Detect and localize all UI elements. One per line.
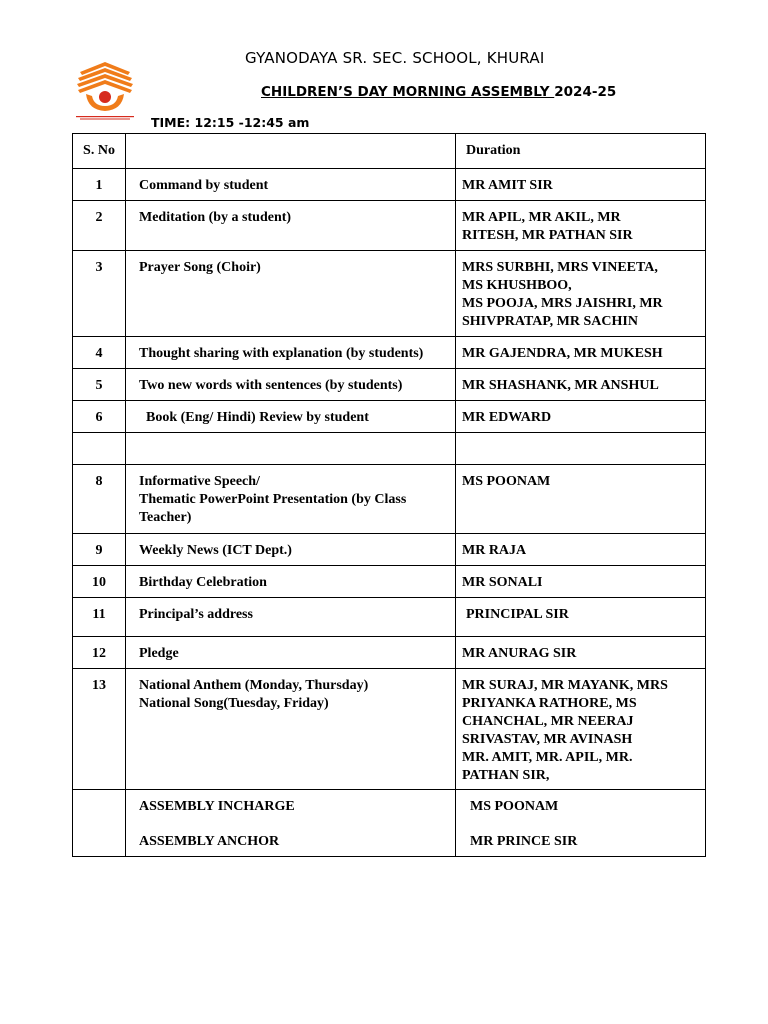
row-teachers: [456, 534, 706, 566]
row-teachers: [456, 401, 706, 433]
row-teachers: [456, 433, 706, 465]
row-activity: [126, 669, 456, 790]
table-row: [73, 251, 706, 337]
teacher-line: SHIVPRATAP, MR SACHIN: [462, 314, 638, 329]
table-row: [73, 534, 706, 566]
row-activity: [126, 369, 456, 401]
table-row: [73, 201, 706, 251]
row-teachers: [456, 637, 706, 669]
row-activity: [126, 201, 456, 251]
table-row: [73, 598, 706, 637]
table-row: [73, 337, 706, 369]
teacher-line: SRIVASTAV, MR AVINASH: [462, 732, 633, 747]
assembly-anchor-value: MR PRINCE SIR: [470, 834, 578, 849]
teacher-line: RITESH, MR PATHAN SIR: [462, 228, 633, 243]
activity-line: Principal’s address: [139, 607, 253, 622]
teacher-line: MR SONALI: [462, 575, 543, 590]
activity-line: Thematic PowerPoint Presentation (by Class: [139, 492, 407, 507]
assembly-title-text: CHILDREN’S DAY MORNING ASSEMBLY: [261, 84, 555, 100]
teacher-line: MR. AMIT, MR. APIL, MR.: [462, 750, 633, 765]
row-teachers: [456, 566, 706, 598]
table-header-row: [73, 134, 706, 169]
row-activity: [126, 251, 456, 337]
row-teachers: [456, 465, 706, 534]
row-sno: 5: [73, 369, 126, 401]
activity-line: National Anthem (Monday, Thursday): [139, 678, 369, 693]
teacher-line: MR SHASHANK, MR ANSHUL: [462, 378, 659, 393]
assembly-incharge-value: MS POONAM: [470, 799, 559, 814]
row-sno: 10: [73, 566, 126, 598]
activity-line: Command by student: [139, 178, 269, 193]
teacher-line: CHANCHAL, MR NEERAJ: [462, 714, 634, 729]
activity-line: Meditation (by a student): [139, 210, 292, 225]
table-row: [73, 433, 706, 465]
school-name: GYANODAYA SR. SEC. SCHOOL, KHURAI: [245, 49, 545, 67]
row-sno: 2: [73, 201, 126, 251]
footer-sno: [73, 790, 126, 857]
assembly-schedule-table: [72, 133, 706, 857]
teacher-line: PRIYANKA RATHORE, MS: [462, 696, 637, 711]
row-sno: 13: [73, 669, 126, 790]
header-activity: [126, 134, 456, 169]
row-sno: 1: [73, 169, 126, 201]
footer-labels: [126, 790, 456, 857]
activity-line: Informative Speech/: [139, 474, 260, 489]
assembly-title: [261, 84, 616, 100]
activity-line: Two new words with sentences (by students): [139, 378, 403, 393]
activity-line: National Song(Tuesday, Friday): [139, 696, 329, 711]
teacher-line: MR APIL, MR AKIL, MR: [462, 210, 621, 225]
activity-line: Pledge: [139, 646, 179, 661]
assembly-anchor-label: ASSEMBLY ANCHOR: [139, 834, 280, 849]
row-teachers: [456, 169, 706, 201]
schedule-body: [73, 134, 706, 857]
table-row: [73, 637, 706, 669]
teacher-line: MS KHUSHBOO,: [462, 278, 572, 293]
row-activity: [126, 566, 456, 598]
assembly-incharge-label: ASSEMBLY INCHARGE: [139, 799, 295, 814]
row-activity: [126, 534, 456, 566]
school-emblem-icon: [72, 58, 138, 122]
table-row: [73, 401, 706, 433]
teacher-line: PRINCIPAL SIR: [466, 607, 569, 622]
activity-line: Birthday Celebration: [139, 575, 267, 590]
teacher-line: PATHAN SIR,: [462, 768, 550, 783]
header-duration-label: Duration: [466, 143, 521, 158]
header-sno: S. No: [73, 134, 126, 169]
teacher-line: MR AMIT SIR: [462, 178, 553, 193]
row-sno: 8: [73, 465, 126, 534]
row-activity: [126, 465, 456, 534]
table-row: [73, 669, 706, 790]
row-sno: 11: [73, 598, 126, 637]
table-row: [73, 369, 706, 401]
row-activity: [126, 169, 456, 201]
table-row: [73, 465, 706, 534]
table-row: [73, 169, 706, 201]
row-sno: 12: [73, 637, 126, 669]
teacher-line: MR ANURAG SIR: [462, 646, 577, 661]
row-sno: 4: [73, 337, 126, 369]
row-teachers: [456, 201, 706, 251]
teacher-line: MR RAJA: [462, 543, 527, 558]
assembly-year: 2024-25: [554, 84, 617, 100]
teacher-line: MR SURAJ, MR MAYANK, MRS: [462, 678, 668, 693]
teacher-line: MS POOJA, MRS JAISHRI, MR: [462, 296, 663, 311]
row-teachers: [456, 669, 706, 790]
row-teachers: [456, 251, 706, 337]
teacher-line: MR GAJENDRA, MR MUKESH: [462, 346, 663, 361]
row-teachers: [456, 369, 706, 401]
activity-line: Thought sharing with explanation (by students): [139, 346, 424, 361]
table-row: [73, 566, 706, 598]
row-activity: [126, 337, 456, 369]
teacher-line: MRS SURBHI, MRS VINEETA,: [462, 260, 658, 275]
row-sno: 9: [73, 534, 126, 566]
assembly-time: TIME: 12:15 -12:45 am: [151, 115, 310, 130]
activity-line: Prayer Song (Choir): [139, 260, 261, 275]
header-duration: [456, 134, 706, 169]
row-sno: 6: [73, 401, 126, 433]
footer-values: [456, 790, 706, 857]
activity-line: Weekly News (ICT Dept.): [139, 543, 292, 558]
activity-line: Teacher): [139, 510, 192, 525]
row-teachers: [456, 598, 706, 637]
row-activity: [126, 598, 456, 637]
row-sno: 3: [73, 251, 126, 337]
row-activity: [126, 401, 456, 433]
activity-line: Book (Eng/ Hindi) Review by student: [139, 410, 369, 425]
row-activity: [126, 433, 456, 465]
row-sno: [73, 433, 126, 465]
teacher-line: MS POONAM: [462, 474, 551, 489]
teacher-line: MR EDWARD: [462, 410, 552, 425]
row-teachers: [456, 337, 706, 369]
footer-row: [73, 790, 706, 857]
row-activity: [126, 637, 456, 669]
